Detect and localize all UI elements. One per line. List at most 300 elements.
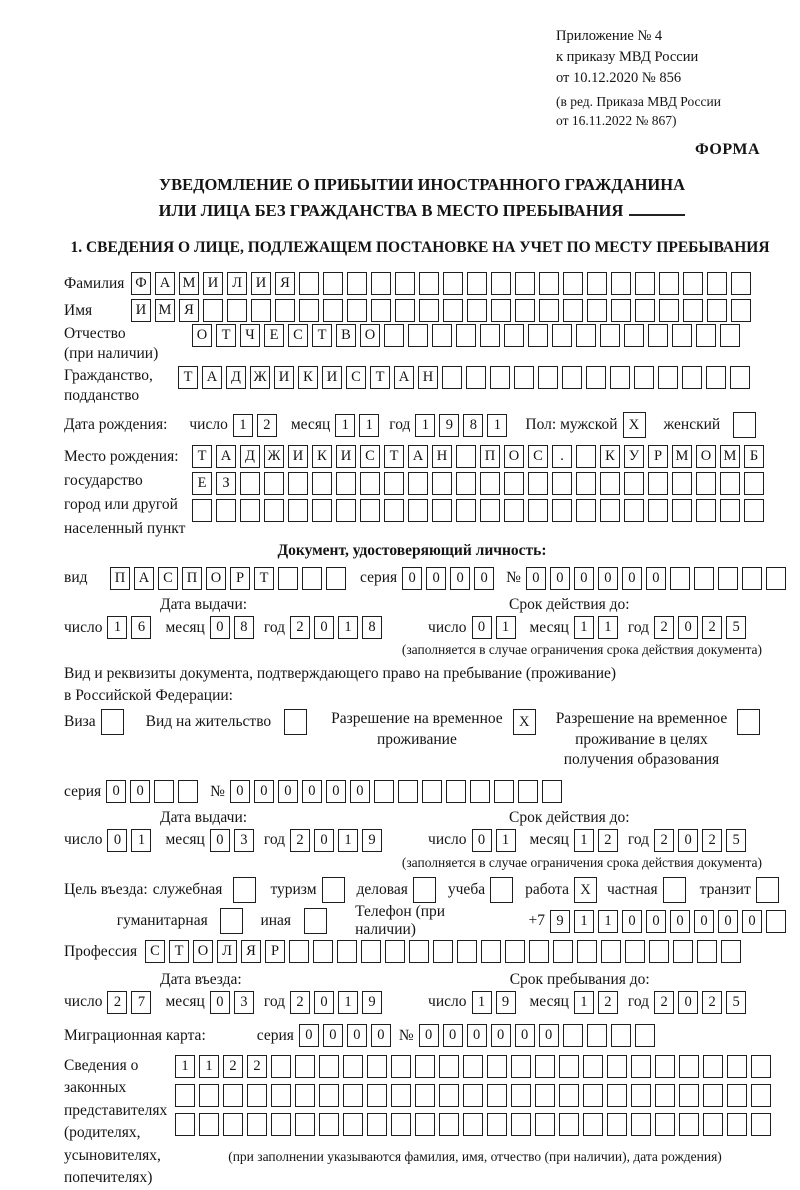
char-cell[interactable]: Л bbox=[217, 940, 237, 963]
char-cell[interactable] bbox=[480, 324, 500, 347]
char-cell[interactable] bbox=[175, 1113, 195, 1136]
char-cell[interactable]: 1 bbox=[338, 829, 358, 852]
char-cell[interactable]: 0 bbox=[539, 1024, 559, 1047]
char-cell[interactable]: 9 bbox=[496, 991, 516, 1014]
checkbox-cell[interactable] bbox=[101, 709, 124, 735]
char-cell[interactable]: 2 bbox=[257, 414, 277, 437]
char-cell[interactable]: 9 bbox=[362, 991, 382, 1014]
char-cell[interactable]: 0 bbox=[491, 1024, 511, 1047]
char-cell[interactable] bbox=[703, 1084, 723, 1107]
char-cell[interactable] bbox=[415, 1084, 435, 1107]
char-cell[interactable] bbox=[384, 472, 404, 495]
char-cell[interactable] bbox=[487, 1113, 507, 1136]
char-cell[interactable] bbox=[718, 567, 738, 590]
char-cell[interactable] bbox=[432, 472, 452, 495]
char-cell[interactable]: С bbox=[145, 940, 165, 963]
char-cell[interactable]: 0 bbox=[419, 1024, 439, 1047]
char-cell[interactable]: П bbox=[480, 445, 500, 468]
char-cell[interactable]: О bbox=[360, 324, 380, 347]
char-cell[interactable] bbox=[672, 324, 692, 347]
char-cell[interactable]: 1 bbox=[496, 616, 516, 639]
char-cell[interactable]: 0 bbox=[210, 829, 230, 852]
char-cell[interactable]: 0 bbox=[107, 829, 127, 852]
char-cell[interactable]: Я bbox=[241, 940, 261, 963]
residence-permit-checkbox[interactable] bbox=[284, 709, 311, 735]
char-cell[interactable] bbox=[751, 1084, 771, 1107]
char-cell[interactable]: 0 bbox=[402, 567, 422, 590]
char-cell[interactable] bbox=[515, 272, 535, 295]
char-cell[interactable]: Ж bbox=[264, 445, 284, 468]
char-cell[interactable] bbox=[659, 299, 679, 322]
char-cell[interactable] bbox=[374, 780, 394, 803]
char-cell[interactable] bbox=[367, 1113, 387, 1136]
char-cell[interactable] bbox=[367, 1055, 387, 1078]
char-cell[interactable]: 3 bbox=[234, 829, 254, 852]
char-cell[interactable]: О bbox=[696, 445, 716, 468]
char-cell[interactable] bbox=[670, 567, 690, 590]
char-cell[interactable]: В bbox=[336, 324, 356, 347]
char-cell[interactable] bbox=[587, 1024, 607, 1047]
char-cell[interactable] bbox=[240, 472, 260, 495]
char-cell[interactable]: 1 bbox=[415, 414, 435, 437]
char-cell[interactable]: Я bbox=[179, 299, 199, 322]
char-cell[interactable]: К bbox=[600, 445, 620, 468]
char-cell[interactable] bbox=[553, 940, 573, 963]
purpose-business-checkbox[interactable] bbox=[233, 877, 260, 903]
char-cell[interactable] bbox=[720, 499, 740, 522]
char-cell[interactable] bbox=[679, 1055, 699, 1078]
char-cell[interactable] bbox=[446, 780, 466, 803]
char-cell[interactable]: 2 bbox=[290, 829, 310, 852]
char-cell[interactable]: Т bbox=[254, 567, 274, 590]
char-cell[interactable]: 1 bbox=[472, 991, 492, 1014]
char-cell[interactable] bbox=[672, 472, 692, 495]
char-cell[interactable]: 0 bbox=[670, 910, 690, 933]
char-cell[interactable] bbox=[539, 299, 559, 322]
char-cell[interactable]: 1 bbox=[598, 910, 618, 933]
char-cell[interactable] bbox=[271, 1084, 291, 1107]
char-cell[interactable] bbox=[439, 1084, 459, 1107]
char-cell[interactable] bbox=[528, 472, 548, 495]
char-cell[interactable] bbox=[514, 366, 534, 389]
char-cell[interactable] bbox=[456, 324, 476, 347]
checkbox-cell[interactable] bbox=[233, 877, 256, 903]
char-cell[interactable] bbox=[443, 272, 463, 295]
char-cell[interactable] bbox=[289, 940, 309, 963]
char-cell[interactable] bbox=[577, 940, 597, 963]
char-cell[interactable] bbox=[419, 299, 439, 322]
sex-male-checkbox[interactable] bbox=[623, 412, 650, 438]
char-cell[interactable] bbox=[563, 299, 583, 322]
char-cell[interactable] bbox=[583, 1113, 603, 1136]
char-cell[interactable] bbox=[659, 272, 679, 295]
char-cell[interactable] bbox=[706, 366, 726, 389]
char-cell[interactable]: Т bbox=[192, 445, 212, 468]
char-cell[interactable] bbox=[576, 472, 596, 495]
char-cell[interactable]: О bbox=[192, 324, 212, 347]
char-cell[interactable] bbox=[587, 272, 607, 295]
char-cell[interactable]: Я bbox=[275, 272, 295, 295]
char-cell[interactable] bbox=[336, 499, 356, 522]
char-cell[interactable] bbox=[766, 567, 786, 590]
char-cell[interactable] bbox=[491, 299, 511, 322]
char-cell[interactable]: Н bbox=[432, 445, 452, 468]
char-cell[interactable] bbox=[371, 299, 391, 322]
char-cell[interactable] bbox=[703, 1113, 723, 1136]
char-cell[interactable] bbox=[319, 1084, 339, 1107]
char-cell[interactable]: 2 bbox=[223, 1055, 243, 1078]
checkbox-cell[interactable]: X bbox=[574, 877, 597, 903]
char-cell[interactable] bbox=[703, 1055, 723, 1078]
char-cell[interactable] bbox=[631, 1055, 651, 1078]
char-cell[interactable] bbox=[490, 366, 510, 389]
char-cell[interactable]: 0 bbox=[326, 780, 346, 803]
char-cell[interactable] bbox=[631, 1084, 651, 1107]
char-cell[interactable]: Е bbox=[192, 472, 212, 495]
char-cell[interactable] bbox=[518, 780, 538, 803]
char-cell[interactable]: 1 bbox=[359, 414, 379, 437]
char-cell[interactable]: 1 bbox=[338, 616, 358, 639]
char-cell[interactable] bbox=[631, 1113, 651, 1136]
char-cell[interactable] bbox=[624, 324, 644, 347]
char-cell[interactable] bbox=[391, 1113, 411, 1136]
char-cell[interactable] bbox=[731, 272, 751, 295]
char-cell[interactable] bbox=[625, 940, 645, 963]
char-cell[interactable] bbox=[535, 1113, 555, 1136]
char-cell[interactable] bbox=[463, 1055, 483, 1078]
char-cell[interactable] bbox=[288, 499, 308, 522]
char-cell[interactable]: 1 bbox=[487, 414, 507, 437]
char-cell[interactable] bbox=[511, 1084, 531, 1107]
char-cell[interactable] bbox=[408, 472, 428, 495]
char-cell[interactable] bbox=[391, 1084, 411, 1107]
char-cell[interactable]: 1 bbox=[199, 1055, 219, 1078]
char-cell[interactable] bbox=[240, 499, 260, 522]
char-cell[interactable]: П bbox=[110, 567, 130, 590]
char-cell[interactable]: Ч bbox=[240, 324, 260, 347]
char-cell[interactable]: З bbox=[216, 472, 236, 495]
char-cell[interactable] bbox=[504, 472, 524, 495]
char-cell[interactable]: С bbox=[158, 567, 178, 590]
char-cell[interactable] bbox=[563, 272, 583, 295]
char-cell[interactable]: 2 bbox=[702, 991, 722, 1014]
char-cell[interactable] bbox=[727, 1113, 747, 1136]
checkbox-cell[interactable] bbox=[733, 412, 756, 438]
char-cell[interactable] bbox=[515, 299, 535, 322]
char-cell[interactable]: 0 bbox=[130, 780, 150, 803]
char-cell[interactable]: Т bbox=[370, 366, 390, 389]
checkbox-cell[interactable] bbox=[304, 908, 327, 934]
char-cell[interactable] bbox=[600, 472, 620, 495]
char-cell[interactable]: 0 bbox=[718, 910, 738, 933]
char-cell[interactable] bbox=[408, 499, 428, 522]
char-cell[interactable] bbox=[529, 940, 549, 963]
char-cell[interactable] bbox=[463, 1113, 483, 1136]
sex-female-checkbox[interactable] bbox=[733, 412, 760, 438]
char-cell[interactable] bbox=[504, 499, 524, 522]
char-cell[interactable] bbox=[443, 299, 463, 322]
char-cell[interactable] bbox=[655, 1055, 675, 1078]
char-cell[interactable] bbox=[683, 299, 703, 322]
char-cell[interactable] bbox=[655, 1084, 675, 1107]
char-cell[interactable] bbox=[559, 1113, 579, 1136]
char-cell[interactable] bbox=[731, 299, 751, 322]
char-cell[interactable]: 0 bbox=[526, 567, 546, 590]
char-cell[interactable] bbox=[466, 366, 486, 389]
char-cell[interactable] bbox=[655, 1113, 675, 1136]
char-cell[interactable] bbox=[192, 499, 212, 522]
purpose-private-checkbox[interactable] bbox=[663, 877, 690, 903]
char-cell[interactable] bbox=[408, 324, 428, 347]
char-cell[interactable]: Б bbox=[744, 445, 764, 468]
char-cell[interactable] bbox=[319, 1113, 339, 1136]
char-cell[interactable] bbox=[347, 272, 367, 295]
char-cell[interactable] bbox=[415, 1055, 435, 1078]
char-cell[interactable] bbox=[601, 940, 621, 963]
checkbox-cell[interactable]: X bbox=[623, 412, 646, 438]
char-cell[interactable] bbox=[672, 499, 692, 522]
char-cell[interactable]: М bbox=[672, 445, 692, 468]
char-cell[interactable]: 1 bbox=[335, 414, 355, 437]
char-cell[interactable]: 2 bbox=[290, 616, 310, 639]
char-cell[interactable]: 0 bbox=[622, 567, 642, 590]
char-cell[interactable] bbox=[422, 780, 442, 803]
char-cell[interactable] bbox=[384, 499, 404, 522]
char-cell[interactable]: 1 bbox=[598, 616, 618, 639]
char-cell[interactable]: А bbox=[394, 366, 414, 389]
char-cell[interactable] bbox=[323, 299, 343, 322]
char-cell[interactable] bbox=[415, 1113, 435, 1136]
char-cell[interactable] bbox=[586, 366, 606, 389]
char-cell[interactable] bbox=[600, 324, 620, 347]
char-cell[interactable]: 0 bbox=[254, 780, 274, 803]
checkbox-cell[interactable] bbox=[413, 877, 436, 903]
char-cell[interactable] bbox=[295, 1084, 315, 1107]
char-cell[interactable]: Д bbox=[226, 366, 246, 389]
char-cell[interactable] bbox=[634, 366, 654, 389]
char-cell[interactable]: 9 bbox=[550, 910, 570, 933]
purpose-study-checkbox[interactable] bbox=[490, 877, 517, 903]
char-cell[interactable]: А bbox=[134, 567, 154, 590]
char-cell[interactable] bbox=[679, 1113, 699, 1136]
char-cell[interactable] bbox=[721, 940, 741, 963]
char-cell[interactable]: Ж bbox=[250, 366, 270, 389]
char-cell[interactable]: П bbox=[182, 567, 202, 590]
char-cell[interactable]: 0 bbox=[443, 1024, 463, 1047]
char-cell[interactable]: 1 bbox=[131, 829, 151, 852]
char-cell[interactable] bbox=[576, 499, 596, 522]
char-cell[interactable]: 2 bbox=[598, 829, 618, 852]
char-cell[interactable] bbox=[312, 499, 332, 522]
char-cell[interactable]: А bbox=[202, 366, 222, 389]
char-cell[interactable] bbox=[562, 366, 582, 389]
char-cell[interactable]: 0 bbox=[646, 567, 666, 590]
temp-permit-checkbox[interactable] bbox=[513, 709, 540, 735]
char-cell[interactable]: 0 bbox=[210, 616, 230, 639]
char-cell[interactable] bbox=[552, 472, 572, 495]
char-cell[interactable] bbox=[624, 472, 644, 495]
char-cell[interactable] bbox=[385, 940, 405, 963]
char-cell[interactable] bbox=[494, 780, 514, 803]
char-cell[interactable] bbox=[251, 299, 271, 322]
char-cell[interactable] bbox=[683, 272, 703, 295]
char-cell[interactable]: . bbox=[552, 445, 572, 468]
char-cell[interactable] bbox=[271, 1055, 291, 1078]
char-cell[interactable]: 3 bbox=[234, 991, 254, 1014]
char-cell[interactable] bbox=[343, 1084, 363, 1107]
char-cell[interactable] bbox=[552, 499, 572, 522]
char-cell[interactable]: 0 bbox=[472, 616, 492, 639]
char-cell[interactable] bbox=[751, 1055, 771, 1078]
char-cell[interactable]: И bbox=[322, 366, 342, 389]
char-cell[interactable]: 0 bbox=[230, 780, 250, 803]
char-cell[interactable] bbox=[203, 299, 223, 322]
char-cell[interactable] bbox=[442, 366, 462, 389]
char-cell[interactable]: 8 bbox=[234, 616, 254, 639]
purpose-commercial-checkbox[interactable] bbox=[413, 877, 440, 903]
char-cell[interactable] bbox=[538, 366, 558, 389]
char-cell[interactable]: 0 bbox=[622, 910, 642, 933]
char-cell[interactable] bbox=[511, 1113, 531, 1136]
char-cell[interactable]: 1 bbox=[574, 991, 594, 1014]
purpose-other-checkbox[interactable] bbox=[304, 908, 331, 934]
char-cell[interactable]: 6 bbox=[131, 616, 151, 639]
char-cell[interactable] bbox=[552, 324, 572, 347]
char-cell[interactable]: 0 bbox=[550, 567, 570, 590]
checkbox-cell[interactable] bbox=[490, 877, 513, 903]
char-cell[interactable] bbox=[697, 940, 717, 963]
char-cell[interactable] bbox=[742, 567, 762, 590]
char-cell[interactable] bbox=[487, 1055, 507, 1078]
char-cell[interactable] bbox=[635, 272, 655, 295]
char-cell[interactable] bbox=[610, 366, 630, 389]
char-cell[interactable]: 2 bbox=[290, 991, 310, 1014]
char-cell[interactable]: Ф bbox=[131, 272, 151, 295]
purpose-humanitarian-checkbox[interactable] bbox=[220, 908, 247, 934]
char-cell[interactable]: 1 bbox=[107, 616, 127, 639]
char-cell[interactable] bbox=[720, 472, 740, 495]
checkbox-cell[interactable] bbox=[663, 877, 686, 903]
char-cell[interactable]: 0 bbox=[347, 1024, 367, 1047]
char-cell[interactable] bbox=[528, 324, 548, 347]
char-cell[interactable] bbox=[439, 1113, 459, 1136]
char-cell[interactable]: 0 bbox=[314, 991, 334, 1014]
char-cell[interactable] bbox=[295, 1055, 315, 1078]
char-cell[interactable] bbox=[199, 1113, 219, 1136]
char-cell[interactable] bbox=[395, 272, 415, 295]
char-cell[interactable]: 0 bbox=[450, 567, 470, 590]
char-cell[interactable] bbox=[611, 299, 631, 322]
char-cell[interactable] bbox=[696, 472, 716, 495]
char-cell[interactable]: 7 bbox=[131, 991, 151, 1014]
char-cell[interactable]: А bbox=[216, 445, 236, 468]
char-cell[interactable] bbox=[707, 299, 727, 322]
char-cell[interactable]: М bbox=[179, 272, 199, 295]
char-cell[interactable] bbox=[288, 472, 308, 495]
char-cell[interactable] bbox=[607, 1055, 627, 1078]
checkbox-cell[interactable] bbox=[284, 709, 307, 735]
char-cell[interactable] bbox=[648, 324, 668, 347]
char-cell[interactable] bbox=[576, 324, 596, 347]
char-cell[interactable] bbox=[463, 1084, 483, 1107]
char-cell[interactable] bbox=[302, 567, 322, 590]
char-cell[interactable] bbox=[744, 472, 764, 495]
char-cell[interactable] bbox=[583, 1084, 603, 1107]
checkbox-cell[interactable] bbox=[756, 877, 779, 903]
char-cell[interactable] bbox=[398, 780, 418, 803]
char-cell[interactable] bbox=[491, 272, 511, 295]
char-cell[interactable]: 0 bbox=[467, 1024, 487, 1047]
char-cell[interactable] bbox=[456, 472, 476, 495]
char-cell[interactable] bbox=[649, 940, 669, 963]
char-cell[interactable]: 8 bbox=[362, 616, 382, 639]
char-cell[interactable] bbox=[419, 272, 439, 295]
char-cell[interactable] bbox=[343, 1113, 363, 1136]
char-cell[interactable] bbox=[271, 1113, 291, 1136]
char-cell[interactable] bbox=[337, 940, 357, 963]
char-cell[interactable] bbox=[563, 1024, 583, 1047]
char-cell[interactable]: 5 bbox=[726, 991, 746, 1014]
char-cell[interactable] bbox=[504, 324, 524, 347]
char-cell[interactable]: Т bbox=[384, 445, 404, 468]
char-cell[interactable] bbox=[481, 940, 501, 963]
char-cell[interactable] bbox=[635, 1024, 655, 1047]
char-cell[interactable]: 0 bbox=[350, 780, 370, 803]
char-cell[interactable] bbox=[223, 1113, 243, 1136]
char-cell[interactable] bbox=[432, 324, 452, 347]
char-cell[interactable] bbox=[535, 1055, 555, 1078]
char-cell[interactable] bbox=[635, 299, 655, 322]
purpose-tourism-checkbox[interactable] bbox=[322, 877, 349, 903]
char-cell[interactable] bbox=[480, 499, 500, 522]
char-cell[interactable]: 9 bbox=[439, 414, 459, 437]
char-cell[interactable] bbox=[583, 1055, 603, 1078]
char-cell[interactable] bbox=[673, 940, 693, 963]
char-cell[interactable]: 1 bbox=[175, 1055, 195, 1078]
checkbox-cell[interactable] bbox=[322, 877, 345, 903]
char-cell[interactable]: 0 bbox=[314, 829, 334, 852]
char-cell[interactable] bbox=[347, 299, 367, 322]
char-cell[interactable]: 2 bbox=[654, 829, 674, 852]
char-cell[interactable]: Т bbox=[178, 366, 198, 389]
char-cell[interactable] bbox=[511, 1055, 531, 1078]
char-cell[interactable] bbox=[319, 1055, 339, 1078]
char-cell[interactable]: А bbox=[408, 445, 428, 468]
char-cell[interactable] bbox=[395, 299, 415, 322]
char-cell[interactable] bbox=[766, 910, 786, 933]
char-cell[interactable]: 2 bbox=[247, 1055, 267, 1078]
char-cell[interactable] bbox=[487, 1084, 507, 1107]
checkbox-cell[interactable]: X bbox=[513, 709, 536, 735]
char-cell[interactable]: И bbox=[288, 445, 308, 468]
char-cell[interactable]: 0 bbox=[299, 1024, 319, 1047]
char-cell[interactable]: 9 bbox=[362, 829, 382, 852]
char-cell[interactable]: 0 bbox=[314, 616, 334, 639]
char-cell[interactable]: 0 bbox=[574, 567, 594, 590]
char-cell[interactable]: 0 bbox=[678, 616, 698, 639]
char-cell[interactable] bbox=[384, 324, 404, 347]
visa-checkbox[interactable] bbox=[101, 709, 128, 735]
char-cell[interactable] bbox=[299, 299, 319, 322]
char-cell[interactable] bbox=[227, 299, 247, 322]
char-cell[interactable] bbox=[559, 1055, 579, 1078]
char-cell[interactable]: Р bbox=[265, 940, 285, 963]
char-cell[interactable] bbox=[528, 499, 548, 522]
char-cell[interactable] bbox=[648, 499, 668, 522]
char-cell[interactable] bbox=[323, 272, 343, 295]
char-cell[interactable]: Р bbox=[648, 445, 668, 468]
char-cell[interactable]: И bbox=[131, 299, 151, 322]
